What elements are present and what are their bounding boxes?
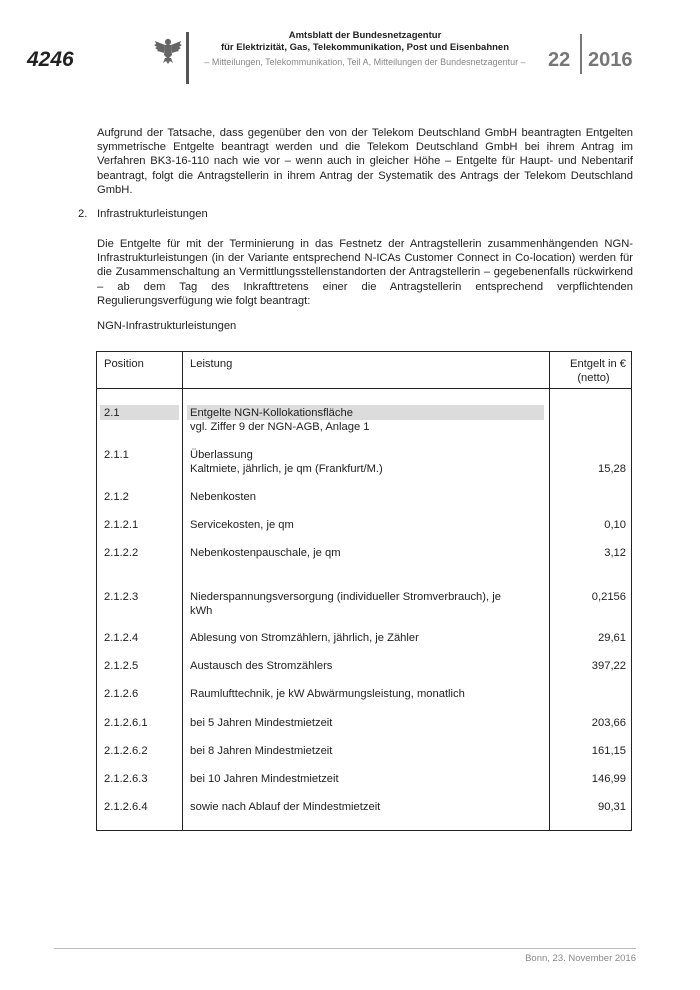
header-leistung: Leistung — [190, 358, 233, 370]
row-leistung: bei 5 Jahren Mindestmietzeit — [190, 717, 333, 729]
table-caption: NGN-Infrastrukturleistungen — [97, 320, 237, 332]
gazette-title-line1: Amtsblatt der Bundesnetzagentur — [288, 30, 442, 41]
row-leistung-line2: vgl. Ziffer 9 der NGN-AGB, Anlage 1 — [190, 421, 370, 433]
section-title: Infrastrukturleistungen — [97, 208, 208, 220]
row-value: 3,12 — [604, 547, 626, 559]
gazette-title-line2: für Elektrizität, Gas, Telekommunikation, Post und Eisenbahnen — [220, 42, 510, 53]
row-leistung: bei 8 Jahren Mindestmietzeit — [190, 745, 333, 757]
row-leistung — [190, 406, 530, 434]
section-heading — [78, 208, 208, 220]
row-value: 29,61 — [598, 632, 626, 644]
header-divider — [186, 32, 189, 84]
table-header-divider — [97, 388, 631, 389]
row-position: 2.1.2.6.3 — [104, 773, 148, 785]
row-leistung — [190, 448, 530, 476]
row-leistung: Austausch des Stromzählers — [190, 660, 333, 672]
row-value: 161,15 — [591, 745, 626, 757]
row-leistung: Ablesung von Stromzählern, jährlich, je Zähler — [190, 632, 419, 644]
issue-year: 2016 — [588, 49, 633, 71]
header-entgelt-line2: (netto) — [577, 372, 610, 384]
table-column-divider — [182, 352, 183, 830]
footer-divider — [54, 948, 636, 949]
gazette-subtitle: – Mitteilungen, Telekommunikation, Teil A, Mitteilungen der Bundesnetzagentur – — [204, 57, 526, 67]
issue-divider — [580, 34, 582, 74]
section-number: 2. — [78, 208, 88, 220]
header-position: Position — [104, 358, 144, 370]
row-position: 2.1.2.3 — [104, 591, 139, 603]
row-position: 2.1.2.2 — [104, 547, 139, 559]
row-value: 397,22 — [591, 660, 626, 672]
row-position: 2.1.2.1 — [104, 519, 139, 531]
row-value: 0,2156 — [591, 591, 626, 603]
row-leistung — [190, 590, 530, 618]
row-position: 2.1.2.4 — [104, 632, 139, 644]
row-leistung: Raumlufttechnik, je kW Abwärmungsleistung, monatlich — [190, 688, 465, 700]
row-value: 146,99 — [591, 773, 626, 785]
row-leistung: sowie nach Ablauf der Mindestmietzeit — [190, 801, 381, 813]
federal-eagle-icon — [152, 33, 184, 65]
issue-number: 22 — [548, 49, 571, 71]
header-entgelt-line1: Entgelt in € — [570, 358, 626, 370]
row-leistung: bei 10 Jahren Mindestmietzeit — [190, 773, 339, 785]
row-leistung-line1: Niederspannungsversorgung (individueller Stromverbrauch), je — [190, 591, 501, 603]
row-leistung: Nebenkostenpauschale, je qm — [190, 547, 341, 559]
row-position: 2.1.2.6.2 — [104, 745, 148, 757]
row-value: 90,31 — [598, 801, 626, 813]
footer-date: Bonn, 23. November 2016 — [525, 953, 636, 964]
section-paragraph: Die Entgelte für mit der Terminierung in das Festnetz der Antragstellerin zusammenhängenden NGN-Infrastrukturleistungen (in der Variante entsprechend N-ICAs Customer Connect in Co-location) werden für die Zusammenschaltung an Vermittlungsstellenstandorten der Antragstellerin – gegebenenfalls rückwirkend – ab dem Tag des Inkrafttretens einer die Antragstellerin entsprechend verpflichtenden Regulierungsverfügung wie folgt beantragt: — [97, 238, 633, 307]
row-position: 2.1.2 — [104, 491, 129, 503]
row-leistung-line2: kWh — [190, 605, 213, 617]
row-leistung-line2: Kaltmiete, jährlich, je qm (Frankfurt/M.) — [190, 463, 383, 475]
row-position: 2.1 — [104, 407, 120, 419]
row-leistung-line1: Entgelte NGN-Kollokationsfläche — [190, 407, 353, 419]
intro-paragraph: Aufgrund der Tatsache, dass gegenüber den von der Telekom Deutschland GmbH beantragten Entgelten symmetrische Entgelte beantragt werden und die Telekom Deutschland GmbH bei ihrem Antrag im Verfahren BK3-16-110 nach wie vor – wenn auch in gleicher Höhe – Entgelte für Haupt- und Nebentarif beantragt, folgt die Antragstellerin in ihrem Antrag der Systematik des Antrags der Telekom Deutschland GmbH. — [97, 127, 633, 196]
fees-table — [96, 351, 632, 831]
row-value: 0,10 — [604, 519, 626, 531]
row-leistung: Nebenkosten — [190, 491, 256, 503]
row-position: 2.1.2.6.4 — [104, 801, 148, 813]
row-leistung-line1: Überlassung — [190, 449, 253, 461]
row-position: 2.1.2.5 — [104, 660, 139, 672]
row-position: 2.1.1 — [104, 449, 129, 461]
row-leistung: Servicekosten, je qm — [190, 519, 294, 531]
page-number: 4246 — [27, 48, 74, 71]
row-value: 203,66 — [591, 717, 626, 729]
row-position: 2.1.2.6.1 — [104, 717, 148, 729]
gazette-title — [200, 30, 530, 54]
row-value: 15,28 — [598, 463, 626, 475]
header-entgelt — [549, 357, 626, 385]
row-position: 2.1.2.6 — [104, 688, 139, 700]
